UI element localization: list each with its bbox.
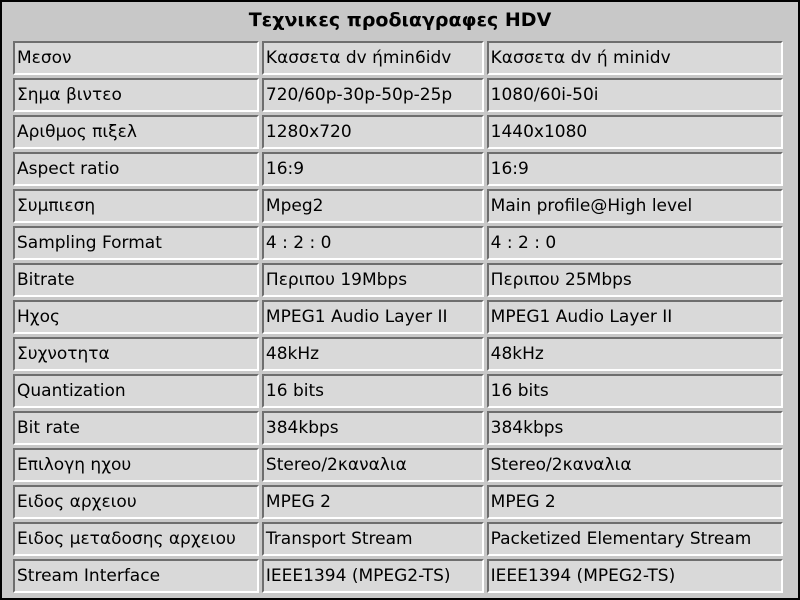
hdv-1080-cell: 48kHz — [487, 337, 783, 371]
hdv-1080-cell: MPEG 2 — [487, 485, 783, 519]
hdv-1080-cell: 16:9 — [487, 152, 783, 186]
hdv-720-cell: 720/60p-30p-50p-25p — [262, 78, 484, 112]
hdv-1080-cell: Main profile@High level — [487, 189, 783, 223]
row-label-cell: Bit rate — [13, 411, 259, 445]
hdv-1080-cell: 16 bits — [487, 374, 783, 408]
table-row — [13, 300, 783, 334]
row-label-cell: Μεσον — [13, 41, 259, 75]
row-label-cell: Aspect ratio — [13, 152, 259, 186]
hdv-1080-cell: 1080/60i-50i — [487, 78, 783, 112]
row-label-cell: Stream Interface — [13, 559, 259, 593]
hdv-1080-cell: Stereo/2καναλια — [487, 448, 783, 482]
hdv-1080-cell: Packetized Elementary Stream — [487, 522, 783, 556]
row-label-cell: Ειδος μεταδοσης αρχειου — [13, 522, 259, 556]
hdv-720-cell: MPEG 2 — [262, 485, 484, 519]
table-row — [13, 411, 783, 445]
hdv-1080-cell: 1440x1080 — [487, 115, 783, 149]
row-label-cell: Αριθμος πιξελ — [13, 115, 259, 149]
row-label-cell: Συμπιεση — [13, 189, 259, 223]
hdv-720-cell: IEEE1394 (MPEG2-TS) — [262, 559, 484, 593]
table-row — [13, 522, 783, 556]
table-row — [13, 448, 783, 482]
row-label-cell: Bitrate — [13, 263, 259, 297]
hdv-720-cell: 1280x720 — [262, 115, 484, 149]
hdv-720-cell: Stereo/2καναλια — [262, 448, 484, 482]
row-label-cell: Επιλογη ηχου — [13, 448, 259, 482]
hdv-720-cell: MPEG1 Audio Layer II — [262, 300, 484, 334]
table-row — [13, 152, 783, 186]
row-label-cell: Ηχος — [13, 300, 259, 334]
hdv-720-cell: Περιπου 19Mbps — [262, 263, 484, 297]
table-row — [13, 337, 783, 371]
table-row — [13, 115, 783, 149]
table-row — [13, 41, 783, 75]
hdv-1080-cell: 4 : 2 : 0 — [487, 226, 783, 260]
hdv-1080-cell: MPEG1 Audio Layer II — [487, 300, 783, 334]
hdv-720-cell: 4 : 2 : 0 — [262, 226, 484, 260]
hdv-1080-cell: 384kbps — [487, 411, 783, 445]
hdv-720-cell: 384kbps — [262, 411, 484, 445]
hdv-1080-cell: Κασσετα dv ή minidv — [487, 41, 783, 75]
spec-table-body — [13, 41, 783, 593]
table-row — [13, 189, 783, 223]
hdv-720-cell: 48kHz — [262, 337, 484, 371]
hdv-720-cell: 16:9 — [262, 152, 484, 186]
row-label-cell: Σημα βιντεο — [13, 78, 259, 112]
table-row — [13, 226, 783, 260]
row-label-cell: Συχνοτητα — [13, 337, 259, 371]
hdv-720-cell: Mpeg2 — [262, 189, 484, 223]
row-label-cell: Sampling Format — [13, 226, 259, 260]
spec-table — [10, 38, 786, 596]
hdv-720-cell: 16 bits — [262, 374, 484, 408]
hdv-1080-cell: IEEE1394 (MPEG2-TS) — [487, 559, 783, 593]
table-row — [13, 485, 783, 519]
table-row — [13, 559, 783, 593]
row-label-cell: Quantization — [13, 374, 259, 408]
row-label-cell: Ειδος αρχειου — [13, 485, 259, 519]
table-row — [13, 374, 783, 408]
table-row — [13, 263, 783, 297]
hdv-720-cell: Transport Stream — [262, 522, 484, 556]
table-title: Τεχνικες προδιαγραφες HDV — [248, 9, 552, 31]
hdv-720-cell: Κασσετα dv ήmin6idv — [262, 41, 484, 75]
table-row — [13, 78, 783, 112]
hdv-1080-cell: Περιπου 25Mbps — [487, 263, 783, 297]
